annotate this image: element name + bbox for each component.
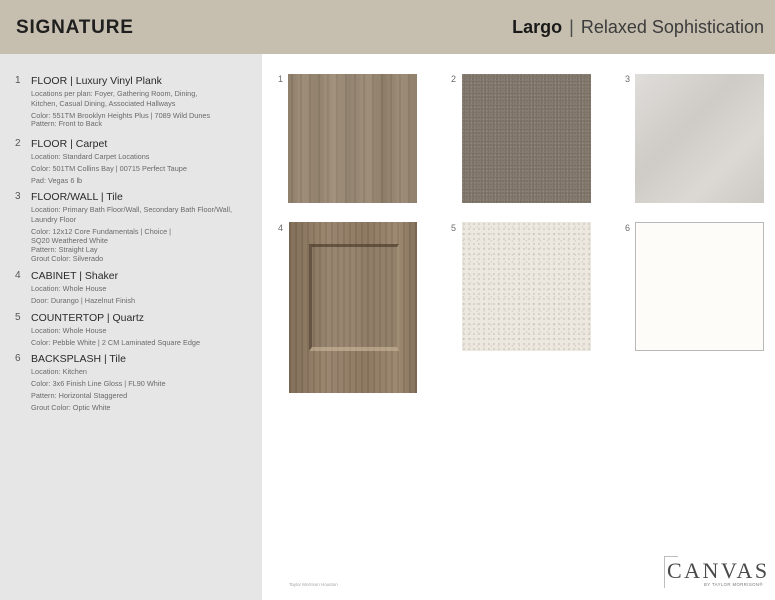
spec-number: 4 [15,270,21,281]
canvas-logo [664,556,768,588]
swatch-backsplash-tile [635,222,764,351]
collection-title [512,17,764,38]
spec-details [31,205,256,263]
spec-title: CABINET | Shaker [31,270,119,282]
swatch-carpet [462,74,591,203]
spec-number: 1 [15,75,21,86]
spec-number: 3 [15,191,21,202]
cabinet-recessed-panel [309,244,399,351]
swatch-luxury-vinyl-plank [288,74,417,203]
spec-line: SQ20 Weathered White [31,236,108,245]
swatch-quartz [462,222,591,351]
logo-tagline: BY TAYLOR MORRISON® [704,582,763,587]
spec-line: Location: Kitchen [31,367,87,376]
spec-line: Color: 12x12 Core Fundamentals | Choice | [31,227,172,236]
spec-line: Pattern: Front to Back [31,119,102,128]
footer-credit: Taylor Morrison Houston [289,582,338,587]
swatch-number: 3 [625,74,631,84]
spec-details [31,89,256,128]
collection-name: Largo [512,17,563,37]
spec-number: 2 [15,138,21,149]
spec-number: 6 [15,353,21,364]
spec-title: BACKSPLASH | Tile [31,353,126,365]
spec-title: FLOOR | Carpet [31,138,108,150]
spec-line: Laundry Floor [31,215,77,224]
title-separator: | [569,17,574,37]
spec-details [31,152,256,186]
collection-style: Relaxed Sophistication [580,17,764,37]
swatch-tile [635,74,764,203]
spec-title: FLOOR/WALL | Tile [31,191,123,203]
spec-line: Door: Durango | Hazelnut Finish [31,296,136,305]
spec-sidebar [0,54,262,600]
spec-details [31,367,256,413]
swatch-number: 5 [451,223,457,233]
spec-line: Color: Pebble White | 2 CM Laminated Square Edge [31,338,201,347]
spec-line: Location: Standard Carpet Locations [31,152,150,161]
logo-wordmark: CANVAS [667,558,770,583]
spec-line: Pattern: Straight Lay [31,245,98,254]
spec-line: Kitchen, Casual Dining, Associated Hallways [31,99,176,108]
spec-line: Location: Whole House [31,284,107,293]
spec-line: Locations per plan: Foyer, Gathering Room, Dining, [31,89,198,98]
spec-title: FLOOR | Luxury Vinyl Plank [31,75,162,87]
swatch-number: 1 [278,74,284,84]
spec-title: COUNTERTOP | Quartz [31,312,145,324]
swatch-cabinet-door [289,222,417,393]
spec-line: Color: 3x6 Finish Line Gloss | FL90 White [31,379,166,388]
spec-line: Color: 501TM Collins Bay | 00715 Perfect Taupe [31,164,187,173]
swatch-number: 6 [625,223,631,233]
brand-title: SIGNATURE [16,17,134,38]
spec-line: Location: Whole House [31,326,107,335]
swatch-number: 4 [278,223,284,233]
spec-details [31,284,256,306]
spec-line: Pattern: Horizontal Staggered [31,391,128,400]
spec-line: Grout Color: Optic White [31,403,111,412]
spec-number: 5 [15,312,21,323]
swatch-number: 2 [451,74,457,84]
spec-line: Color: 551TM Brooklyn Heights Plus | 7089 Wild Dunes [31,111,211,120]
spec-line: Grout Color: Silverado [31,254,104,263]
spec-details [31,326,256,348]
header-bar [0,0,775,54]
spec-line: Location: Primary Bath Floor/Wall, Secondary Bath Floor/Wall, [31,205,233,214]
spec-line: Pad: Vegas 6 lb [31,176,83,185]
